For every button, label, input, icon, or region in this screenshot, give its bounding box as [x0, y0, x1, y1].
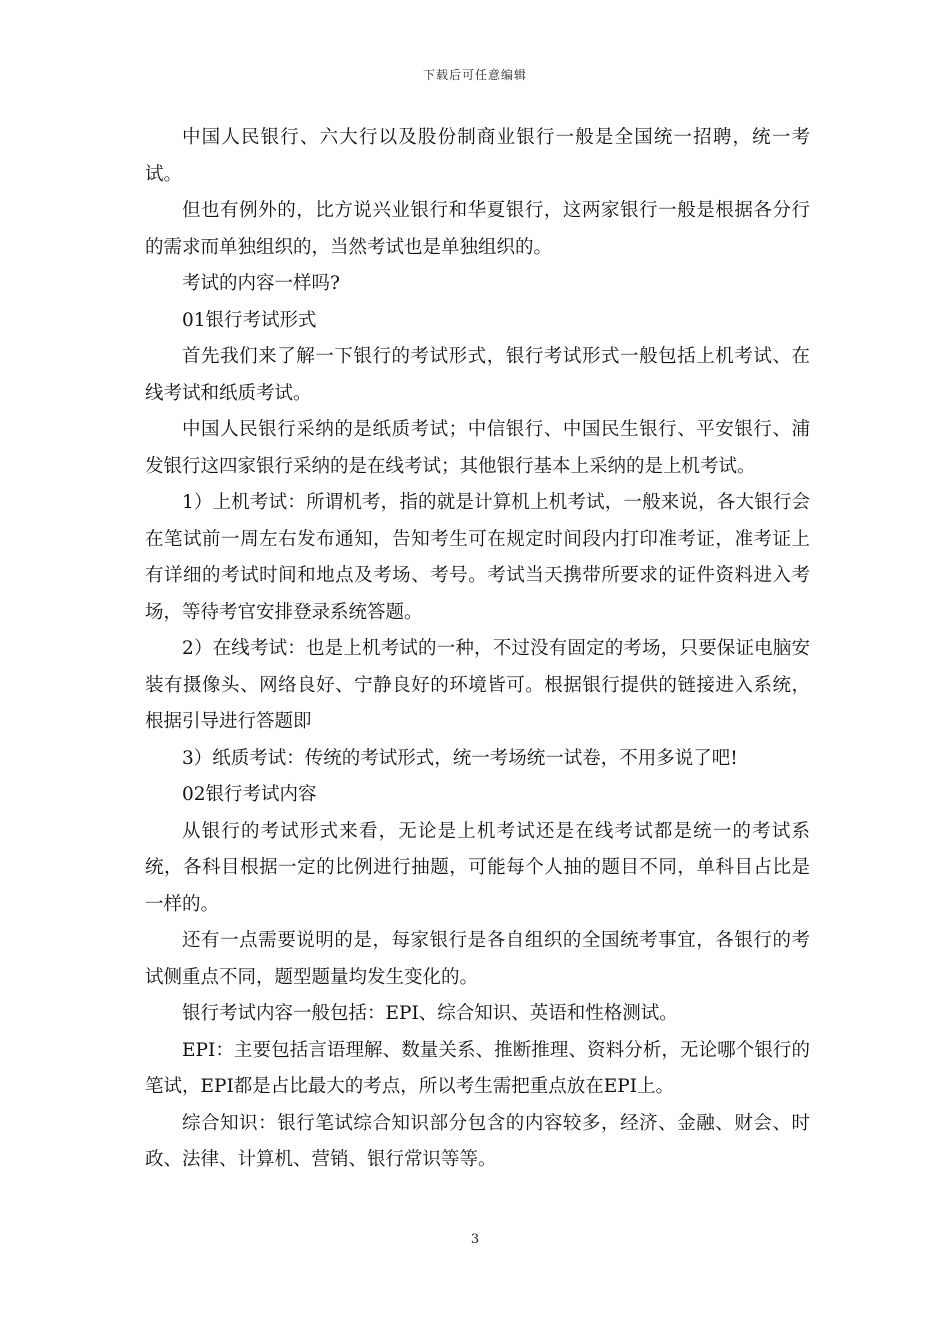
list-item: 2）在线考试：也是上机考试的一种，不过没有固定的考场，只要保证电脑安装有摄像头、网络良好、宁静良好的环境皆可。根据银行提供的链接进入系统，根据引导进行答题即 — [145, 638, 810, 732]
paragraph: 还有一点需要说明的是，每家银行是各自组织的全国统考事宜，各银行的考试侧重点不同，题型题量均发生变化的。 — [145, 930, 810, 988]
list-item: 1）上机考试：所谓机考，指的就是计算机上机考试，一般来说，各大银行会在笔试前一周左右发布通知，告知考生可在规定时间段内打印准考证，准考证上有详细的考试时间和地点及考场、考号。考试当天携带所要求的证件资料进入考场，等待考官安排登录系统答题。 — [145, 492, 810, 623]
section-heading: 01银行考试形式 — [182, 309, 317, 331]
paragraph: 中国人民银行、六大行以及股份制商业银行一般是全国统一招聘，统一考试。 — [145, 127, 810, 185]
list-item: 3）纸质考试：传统的考试形式，统一考场统一试卷，不用多说了吧! — [182, 747, 738, 769]
page-header: 下载后可任意编辑 — [422, 68, 527, 82]
paragraph: 考试的内容一样吗? — [182, 273, 340, 294]
document-body — [145, 120, 810, 1179]
paragraph: 综合知识：银行笔试综合知识部分包含的内容较多，经济、金融、财会、时政、法律、计算机、营销、银行常识等等。 — [145, 1112, 810, 1170]
section-heading: 02银行考试内容 — [182, 784, 317, 805]
paragraph: 首先我们来了解一下银行的考试形式，银行考试形式一般包括上机考试、在线考试和纸质考试。 — [145, 346, 810, 404]
paragraph: 银行考试内容一般包括：EPI、综合知识、英语和性格测试。 — [182, 1003, 678, 1024]
paragraph: 但也有例外的，比方说兴业银行和华夏银行，这两家银行一般是根据各分行的需求而单独组织的，当然考试也是单独组织的。 — [145, 200, 810, 258]
page-number: 3 — [470, 1232, 480, 1247]
paragraph: 中国人民银行采纳的是纸质考试；中信银行、中国民生银行、平安银行、浦发银行这四家银行采纳的是在线考试；其他银行基本上采纳的是上机考试。 — [145, 419, 810, 477]
paragraph: 从银行的考试形式来看，无论是上机考试还是在线考试都是统一的考试系统，各科目根据一定的比例进行抽题，可能每个人抽的题目不同，单科目占比是一样的。 — [145, 820, 810, 915]
paragraph: EPI：主要包括言语理解、数量关系、推断推理、资料分析，无论哪个银行的笔试，EPI都是占比最大的考点，所以考生需把重点放在EPI上。 — [145, 1039, 810, 1097]
